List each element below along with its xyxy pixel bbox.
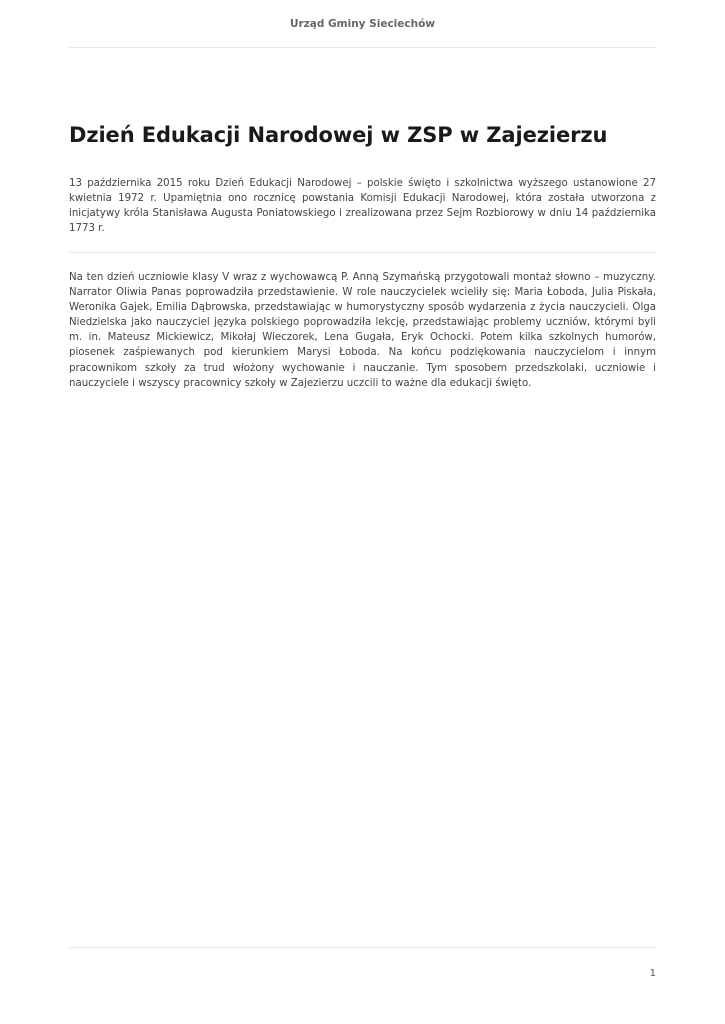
footer-divider <box>69 947 656 948</box>
article-lead: 13 października 2015 roku Dzień Edukacji Narodowej – polskie święto i szkolnictwa wyższego ustanowione 27 kwietnia 1972 r. Upamiętnia ono rocznicę powstania Komisji Edukacji Narodowej, która została utworzona z inicjatywy króla Stanisława Augusta Poniatowskiego i zrealizowana przez Sejm Rozbiorowy w dniu 14 października 1773 r. <box>69 178 656 235</box>
article-body: Na ten dzień uczniowie klasy V wraz z wychowawcą P. Anną Szymańską przygotowali montaż słowno – muzyczny. Narrator Oliwia Panas poprowadziła przedstawienie. W role nauczycielek wcieliły się: Maria Łoboda, Julia Piskała, Weronika Gajek, Emilia Dąbrowska, przedstawiając w humorystyczny sposób wydarzenia z życia nauczycieli. Olga Niedzielska jako nauczyciel języka polskiego poprowadziła lekcję, przedstawiając problemy uczniów, którymi byli m. in. Mateusz Mickiewicz, Mikołaj Wieczorek, Lena Gugała, Eryk Ochocki. Potem kilka szkolnych humorów, piosenek zaśpiewanych pod kierunkiem Marysi Łoboda. Na końcu podziękowania nauczycielom i innym pracownikom szkoły za trud włożony wychowanie i nauczanie. Tym sposobem przedszkolaki, uczniowie i nauczyciele i wszyscy pracownicy szkoły w Zajezierzu uczcili to ważne dla edukacji święto. <box>69 272 656 389</box>
lead-divider <box>69 252 656 253</box>
page-number: 1 <box>649 968 656 979</box>
site-header-title: Urząd Gminy Sieciechów <box>289 18 436 30</box>
article-title: Dzień Edukacji Narodowej w ZSP w Zajezierzu <box>69 123 608 147</box>
header-divider <box>69 47 656 48</box>
